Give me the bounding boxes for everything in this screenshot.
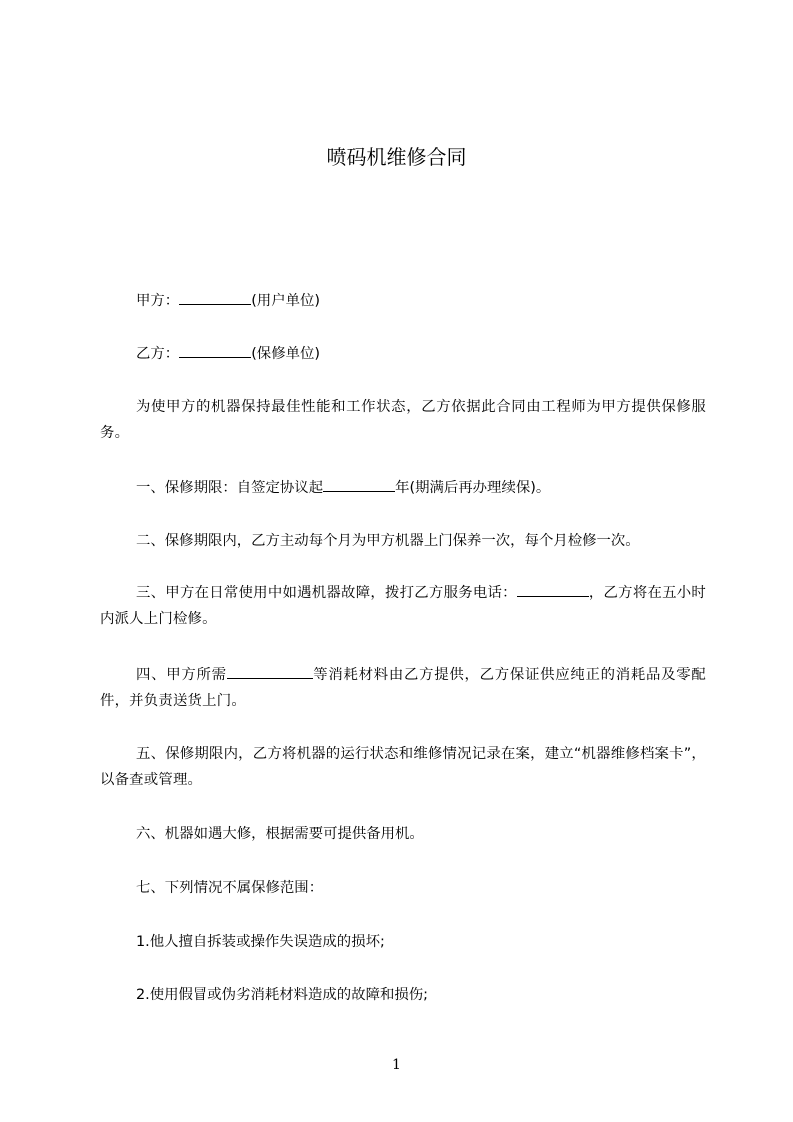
clause-5: 五、保修期限内，乙方将机器的运行状态和维修情况记录在案，建立“机器维修档案卡”，以备查或管理。 (100, 746, 706, 788)
intro-paragraph: 为使甲方的机器保持最佳性能和工作状态，乙方依据此合同由工程师为甲方提供保修服务。 (100, 399, 706, 441)
party-a-suffix: (用户单位) (251, 293, 320, 309)
page-number: 1 (392, 1057, 401, 1073)
clause-1 (136, 475, 706, 501)
party-b-label: 乙方： (136, 346, 180, 362)
clause-4-blank (227, 663, 313, 679)
party-a-label: 甲方： (136, 293, 180, 309)
document-title: 喷码机维修合同 (326, 145, 467, 169)
clause-3-blank (517, 581, 589, 597)
clause-4 (100, 662, 706, 714)
clause-3-after: ，乙方将在五小时内派人上门检修。 (100, 585, 707, 627)
clause-3 (100, 580, 706, 632)
party-b-blank (179, 342, 251, 358)
exclusion-item-2: 2.使用假冒或伪劣消耗材料造成的故障和损伤; (136, 987, 429, 1003)
exclusion-item-1: 1.他人擅自拆装或操作失误造成的损坏; (136, 934, 385, 950)
party-a-blank (179, 289, 251, 305)
party-b-line (136, 341, 706, 367)
party-a-line (136, 288, 706, 314)
clause-4-after: 等消耗材料由乙方提供，乙方保证供应纯正的消耗品及零配件，并负责送货上门。 (100, 667, 706, 709)
clause-1-before: 一、保修期限：自签定协议起 (136, 480, 324, 496)
clause-7: 七、下列情况不属保修范围： (136, 880, 324, 896)
clause-1-blank (323, 476, 395, 492)
clause-3-before: 三、甲方在日常使用中如遇机器故障，拨打乙方服务电话： (136, 585, 517, 601)
clause-6: 六、机器如遇大修，根据需要可提供备用机。 (136, 826, 424, 842)
clause-4-before: 四、甲方所需 (136, 667, 227, 683)
clause-2: 二、保修期限内，乙方主动每个月为甲方机器上门保养一次，每个月检修一次。 (136, 533, 640, 549)
party-b-suffix: (保修单位) (251, 346, 320, 362)
clause-1-after: 年(期满后再办理续保)。 (395, 480, 551, 496)
